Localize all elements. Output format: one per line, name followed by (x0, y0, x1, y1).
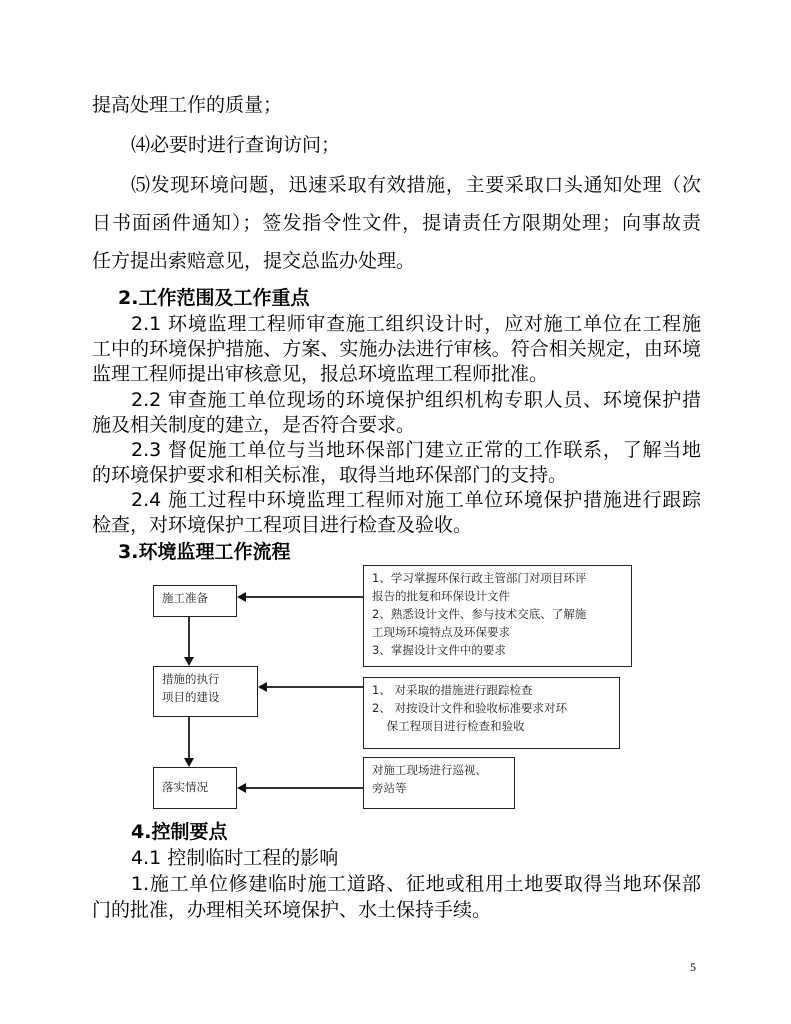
paragraph-line: 2.2 审查施工单位现场的环境保护组织机构专职人员、环境保护措 (131, 389, 701, 411)
paragraph-line: 检查，对环境保护工程项目进行检查及验收。 (92, 514, 473, 536)
note-box-execution (363, 677, 620, 749)
subsection-heading: 4.1 控制临时工程的影响 (131, 847, 339, 869)
note-line: 工现场环境特点及环保要求 (372, 625, 510, 639)
paragraph-line: 门的批准，办理相关环境保护、水土保持手续。 (92, 899, 492, 921)
note-line: 对施工现场进行巡视、 (372, 763, 487, 777)
section-heading: 2.工作范围及工作重点 (118, 287, 310, 309)
connector-line (246, 787, 363, 789)
section-heading: 3.环境监理工作流程 (118, 541, 291, 563)
paragraph-line: 任方提出索赔意见，提交总监办处理。 (92, 250, 416, 272)
note-box-implementation (363, 757, 515, 809)
connector-line (188, 717, 190, 758)
arrow-left-icon (237, 783, 246, 793)
paragraph-line: 2.4 施工过程中环境监理工程师对施工单位环境保护措施进行跟踪 (131, 489, 701, 511)
note-line: 1、 对采取的措施进行跟踪检查 (372, 683, 533, 697)
page-number: 5 (690, 960, 696, 974)
paragraph-line: 监理工程师提出审核意见，报总环境监理工程师批准。 (92, 363, 549, 385)
arrow-down-icon (184, 657, 194, 666)
step-label: 落实情况 (162, 780, 208, 794)
note-line: 2、熟悉设计文件、参与技术交底、了解施 (372, 607, 587, 621)
step-label: 施工准备 (162, 591, 208, 605)
section-heading: 4.控制要点 (131, 821, 228, 843)
paragraph-line: ⑷必要时进行查询访问； (131, 134, 341, 156)
note-line: 2、 对按设计文件和验收标准要求对环 (372, 701, 567, 715)
flow-step-implementation (153, 767, 237, 809)
note-line: 1、学习掌握环保行政主管部门对项目环评 (372, 571, 587, 585)
paragraph-line: 的环境保护要求和相关标准，取得当地环保部门的支持。 (92, 464, 568, 486)
paragraph-line: 施及相关制度的建立，是否符合要求。 (92, 414, 416, 436)
connector-line (246, 596, 363, 598)
note-line: 报告的批复和环保设计文件 (372, 589, 510, 603)
note-box-preparation (363, 565, 632, 667)
connector-line (267, 686, 363, 688)
paragraph-line: 2.1 环境监理工程师审查施工组织设计时，应对施工单位在工程施 (131, 313, 701, 335)
note-line: 旁站等 (372, 781, 407, 795)
paragraph-line: 日书面函件通知）；签发指令性文件，提请责任方限期处理；向事故责 (92, 212, 701, 234)
flow-step-preparation (153, 585, 237, 617)
step-label: 项目的建设 (162, 690, 220, 704)
paragraph-line: 2.3 督促施工单位与当地环保部门建立正常的工作联系，了解当地 (131, 439, 701, 461)
arrow-left-icon (258, 682, 267, 692)
step-label: 措施的执行 (162, 672, 220, 686)
document-body (0, 93, 791, 922)
paragraph-line: 1.施工单位修建临时施工道路、征地或租用土地要取得当地环保部 (131, 873, 701, 895)
connector-line (188, 617, 190, 657)
arrow-left-icon (237, 592, 246, 602)
paragraph-line: 工中的环境保护措施、方案、实施办法进行审核。符合相关规定，由环境 (92, 338, 701, 360)
arrow-down-icon (184, 758, 194, 767)
note-line: 3、掌握设计文件中的要求 (372, 643, 506, 657)
note-line: 保工程项目进行检查和验收 (372, 719, 525, 733)
paragraph-line: 提高处理工作的质量； (92, 94, 283, 116)
paragraph-line: ⑸发现环境问题，迅速采取有效措施，主要采取口头通知处理（次 (131, 174, 701, 196)
flow-step-execution (153, 666, 258, 717)
workflow-diagram (0, 564, 791, 820)
